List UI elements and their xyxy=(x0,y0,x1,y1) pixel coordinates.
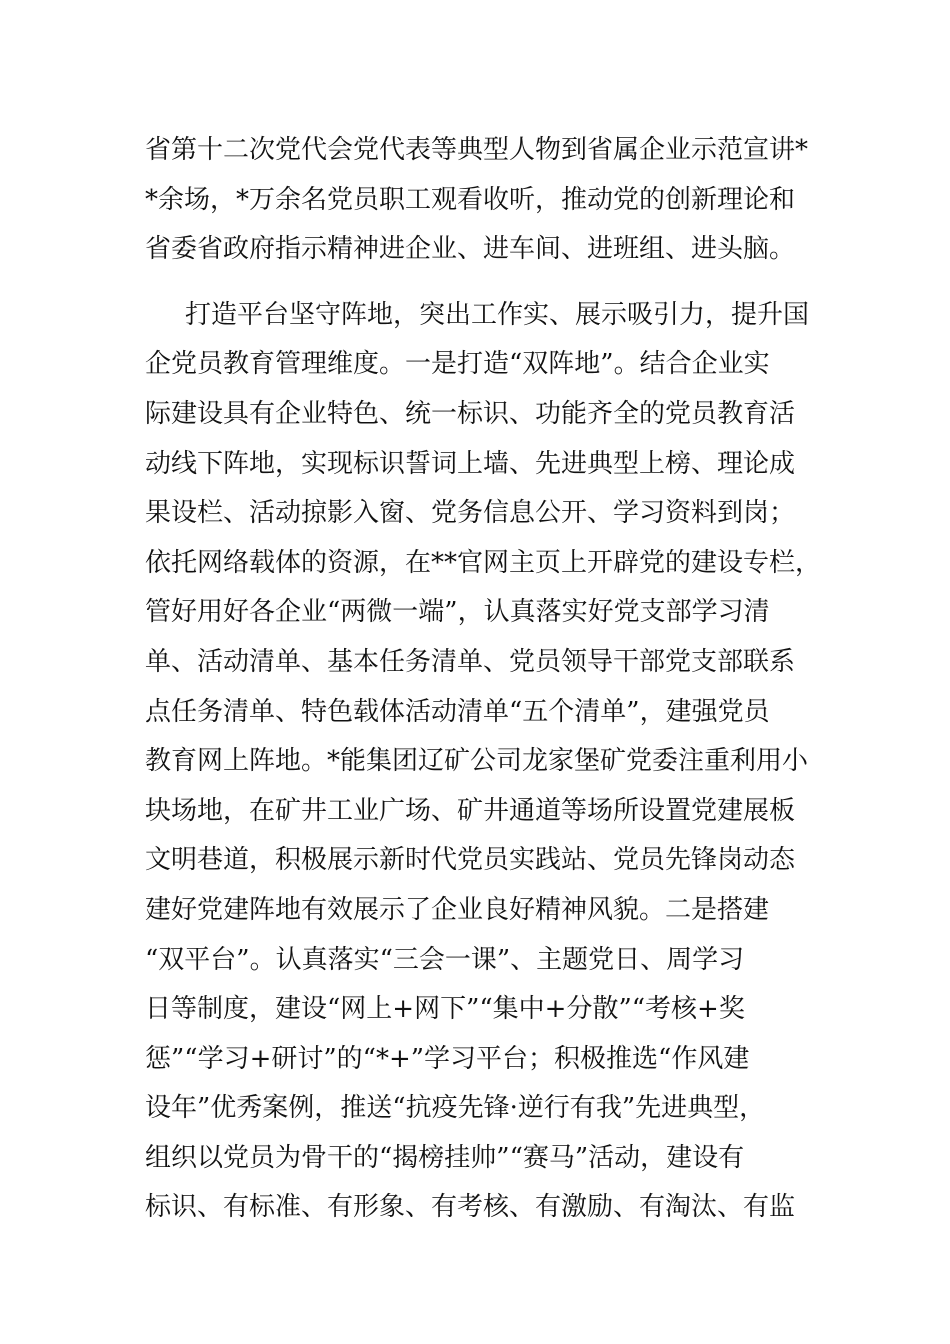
paragraph-line: 管好用好各企业“两微一端”，认真落实好党支部学习清 xyxy=(145,597,770,628)
paragraph-line: 日等制度，建设“网上+网下”“集中+分散”“考核+奖 xyxy=(145,994,745,1025)
paragraph-line: 块场地，在矿井工业广场、矿井通道等场所设置党建展板 xyxy=(145,795,796,826)
paragraph-line: 点任务清单、特色载体活动清单“五个清单”，建强党员 xyxy=(145,696,770,727)
paragraph-line: 省委省政府指示精神进企业、进车间、进班组、进头脑。 xyxy=(145,234,796,265)
paragraph-1 xyxy=(145,126,845,275)
paragraph-line: *余场，*万余名党员职工观看收听，推动党的创新理论和 xyxy=(145,184,796,215)
paragraph-line: 企党员教育管理维度。一是打造“双阵地”。结合企业实 xyxy=(145,349,770,380)
paragraph-2 xyxy=(145,291,845,1233)
paragraph-line: 单、活动清单、基本任务清单、党员领导干部党支部联系 xyxy=(145,646,796,677)
paragraph-line: 打造平台坚守阵地，突出工作实、展示吸引力，提升国 xyxy=(185,299,810,330)
paragraph-line: 际建设具有企业特色、统一标识、功能齐全的党员教育活 xyxy=(145,398,796,429)
paragraph-line: 动线下阵地，实现标识誓词上墙、先进典型上榜、理论成 xyxy=(145,448,796,479)
paragraph-spacing xyxy=(145,275,845,291)
paragraph-line: 设年”优秀案例，推送“抗疫先锋·逆行有我”先进典型， xyxy=(145,1093,766,1124)
body-text xyxy=(145,126,845,1233)
paragraph-line: 惩”“学习+研讨”的“*+”学习平台；积极推选“作风建 xyxy=(145,1043,750,1074)
paragraph-line: 省第十二次党代会党代表等典型人物到省属企业示范宣讲* xyxy=(145,135,809,165)
paragraph-line: 文明巷道，积极展示新时代党员实践站、党员先锋岗动态 xyxy=(145,845,796,876)
paragraph-line: 组织以党员为骨干的“揭榜挂帅”“赛马”活动，建设有 xyxy=(145,1142,745,1173)
paragraph-line: 依托网络载体的资源，在**官网主页上开辟党的建设专栏， xyxy=(145,547,822,578)
paragraph-line: 教育网上阵地。*能集团辽矿公司龙家堡矿党委注重利用小 xyxy=(145,746,809,777)
paragraph-line: 标识、有标准、有形象、有考核、有激励、有淘汰、有监 xyxy=(145,1192,796,1223)
paragraph-line: 建好党建阵地有效展示了企业良好精神风貌。二是搭建 xyxy=(145,894,770,925)
paragraph-line: 果设栏、活动掠影入窗、党务信息公开、学习资料到岗； xyxy=(145,498,796,529)
paragraph-line: “双平台”。认真落实“三会一课”、主题党日、周学习 xyxy=(145,944,745,975)
